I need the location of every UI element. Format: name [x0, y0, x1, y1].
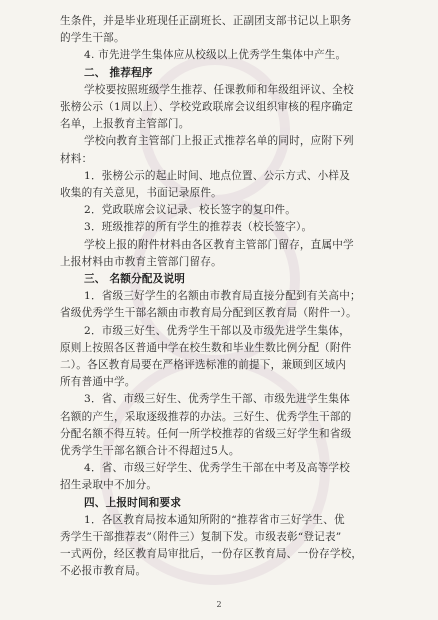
text-line: 1．张榜公示的起止时间、地点位置、公示方式、小样及 — [84, 169, 350, 182]
text-line: 秀学生干部推荐表”（附件三）复制下发。市级表彰“登记表” — [60, 531, 342, 543]
text-line: 优秀学生干部名额合计不得超过5人。 — [60, 445, 240, 457]
section-heading: 三、 名额分配及说明 — [84, 273, 186, 285]
text-line: 1．省级三好学生的名额由市教育局直接分配到有关高中； — [84, 290, 361, 303]
text-line: 学校要按照班级学生推荐、任课教师和年级组评议、全校 — [84, 83, 354, 96]
text-line: 材料： — [60, 152, 93, 165]
text-line: 1．各区教育局按本通知所附的“推荐省市三好学生、优 — [84, 513, 345, 526]
text-line: 所有普通中学。 — [60, 376, 136, 389]
text-line: 的学生干部。 — [60, 32, 125, 45]
text-line: 4．省、市级三好学生、优秀学生干部在中考及高等学校 — [84, 462, 350, 475]
text-line: 学校上报的附件材料由各区教育主管部门留存，直属中学 — [84, 238, 354, 251]
text-line: 省级优秀学生干部名额由市教育局分配到区教育局（附件一）。 — [60, 307, 357, 320]
text-line: 名单，上报教育主管部门。 — [60, 118, 190, 131]
text-line: 张榜公示（1周以上）、学校党政联席会议组织审核的程序确定 — [60, 101, 354, 113]
text-line: 2．市级三好生、优秀学生干部以及市级先进学生集体， — [84, 324, 350, 337]
text-line: 4. 市先进学生集体应从校级以上优秀学生集体中产生。 — [84, 49, 347, 62]
text-line: 名额的产生，采取逐级推荐的办法。三好生、优秀学生干部的 — [60, 410, 352, 423]
text-line: 不必报市教育局。 — [60, 565, 147, 578]
text-line: 上报材料由市教育主管部门留存。 — [60, 255, 222, 268]
text-line: 学校向教育主管部门上报正式推荐名单的同时，应附下列 — [84, 135, 354, 148]
text-line: 原则上按照各区普通中学在校生数和毕业生数比例分配（附件 — [60, 341, 352, 354]
section-heading: 二、 推荐程序 — [84, 66, 153, 79]
text-line: 生条件，并是毕业班现任正副班长、正副团支部书记以上职务 — [60, 15, 352, 27]
text-line: 招生录取中不加分。 — [60, 479, 158, 492]
text-line: 一式两份，经区教育局审批后，一份存区教育局、一份存学校， — [60, 548, 363, 561]
text-line: 二）。各区教育局要在严格评选标准的前提下，兼顾到区域内 — [60, 359, 347, 371]
text-line: 收集的有关意见，书面记录原件。 — [60, 187, 222, 199]
text-line: 3．班级推荐的所有学生的推荐表（校长签字）。 — [84, 221, 313, 234]
text-line: 分配名额不得互转。任何一所学校推荐的省级三好学生和省级 — [60, 427, 352, 440]
text-line: 2．党政联席会议记录、校长签字的复印件。 — [84, 204, 297, 217]
text-line: 3．省、市级三好生、优秀学生干部、市级先进学生集体 — [84, 393, 350, 406]
page-number: 2 — [216, 600, 222, 609]
section-heading: 四、上报时间和要求 — [84, 496, 182, 509]
